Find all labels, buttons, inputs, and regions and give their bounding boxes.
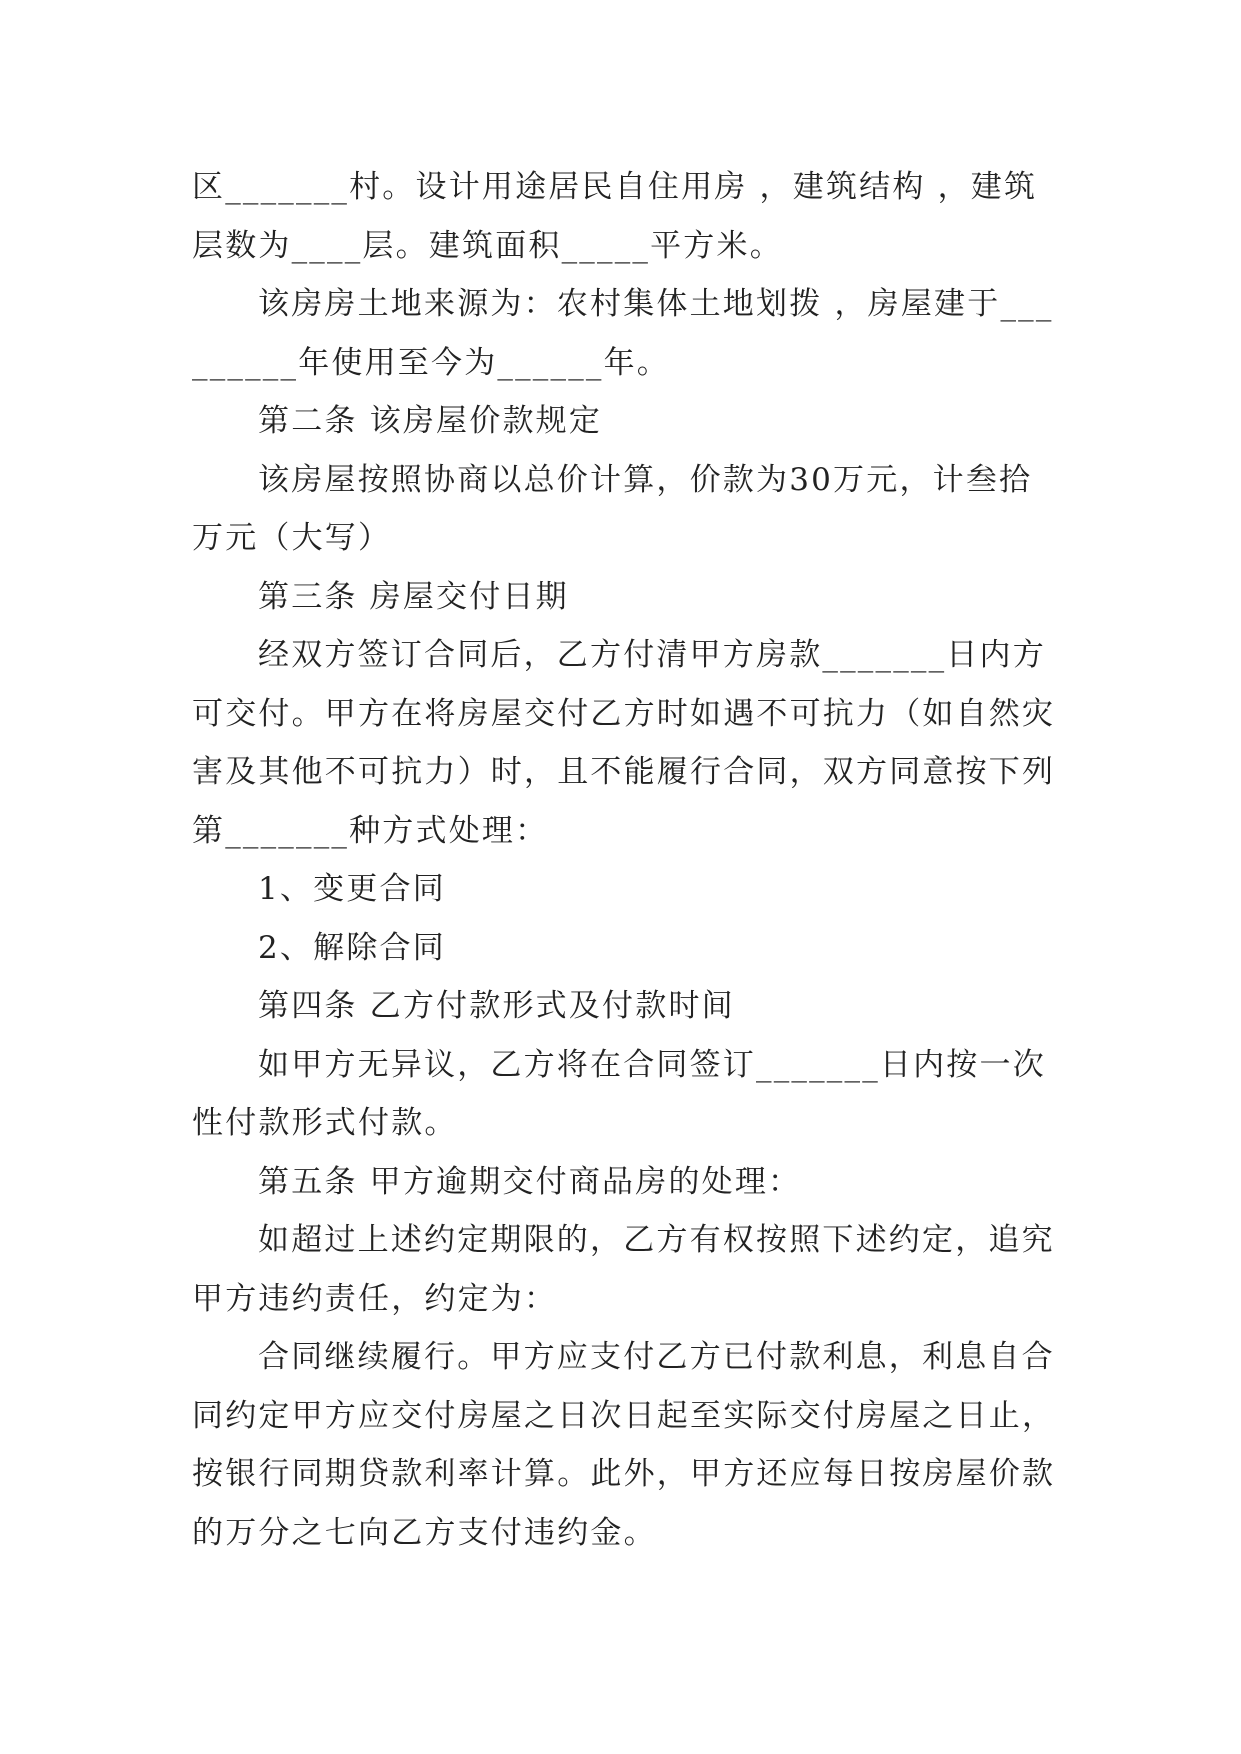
- paragraph-overdue-interest: 合同继续履行。甲方应支付乙方已付款利息，利息自合同约定甲方应交付房屋之日次日起至实际交付房屋之日止，按银行同期贷款利率计算。此外，甲方还应每日按房屋价款的万分之七向乙方支付违约金。: [192, 1339, 1056, 1551]
- list-item-change-contract: 1、变更合同: [258, 871, 446, 907]
- heading-article-2: 第二条 该房屋价款规定: [258, 403, 603, 439]
- heading-article-5: 第五条 甲方逾期交付商品房的处理：: [258, 1163, 802, 1200]
- document-body: [192, 158, 1058, 1562]
- heading-article-3: 第三条 房屋交付日期: [258, 578, 569, 615]
- list-item-terminate-contract: 2、解除合同: [258, 929, 446, 966]
- heading-article-4: 第四条 乙方付款形式及付款时间: [258, 988, 735, 1024]
- paragraph-payment: 如甲方无异议，乙方将在合同签订_______日内按一次性付款形式付款。: [192, 1046, 1046, 1141]
- paragraph-overdue-rights: 如超过上述约定期限的，乙方有权按照下述约定，追究甲方违约责任，约定为：: [192, 1222, 1055, 1317]
- paragraph-price: 该房屋按照协商以总价计算，价款为30万元，计叁拾万元（大写）: [192, 461, 1033, 556]
- paragraph-land-source: 该房房土地来源为：农村集体土地划拨 ，房屋建于_________年使用至今为______年。: [192, 286, 1054, 381]
- paragraph-delivery: 经双方签订合同后，乙方付清甲方房款_______日内方可交付。甲方在将房屋交付乙方时如遇不可抗力（如自然灾害及其他不可抗力）时，且不能履行合同，双方同意按下列第_______种方式处理：: [192, 637, 1056, 849]
- paragraph-location: 区_______村。设计用途居民自住用房 ，建筑结构 ，建筑层数为____层。建筑面积_____平方米。: [192, 169, 1038, 264]
